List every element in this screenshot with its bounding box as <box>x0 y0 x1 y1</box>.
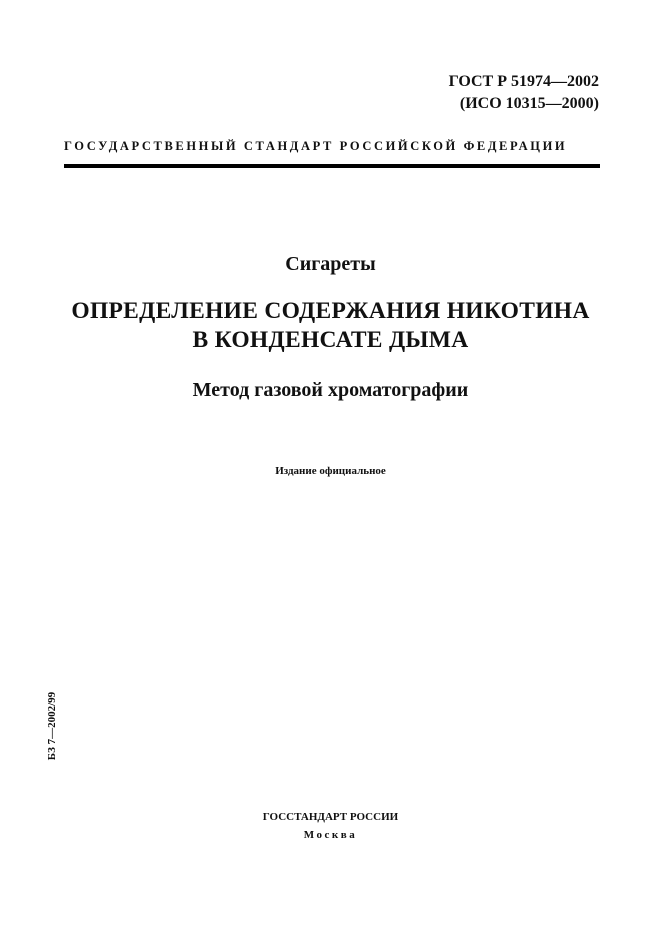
main-title-line-1: ОПРЕДЕЛЕНИЕ СОДЕРЖАНИЯ НИКОТИНА <box>71 298 590 324</box>
header-divider <box>64 164 600 168</box>
iso-number: (ИСО 10315—2000) <box>459 95 599 112</box>
state-standard-heading: ГОСУДАРСТВЕННЫЙ СТАНДАРТ РОССИЙСКОЙ ФЕДЕРАЦИИ <box>64 139 568 153</box>
edition-label: Издание официальное <box>275 465 386 477</box>
product-title: Сигареты <box>285 253 376 275</box>
gost-number: ГОСТ Р 51974—2002 <box>448 73 599 90</box>
standard-designation <box>449 71 599 115</box>
method-title: Метод газовой хроматографии <box>192 379 469 401</box>
main-title-line-2: В КОНДЕНСАТЕ ДЫМА <box>192 327 469 353</box>
main-title <box>0 297 661 355</box>
side-code: БЗ 7—2002/99 <box>46 691 58 761</box>
publisher: ГОССТАНДАРТ РОССИИ <box>262 811 399 823</box>
city: Москва <box>303 829 358 841</box>
